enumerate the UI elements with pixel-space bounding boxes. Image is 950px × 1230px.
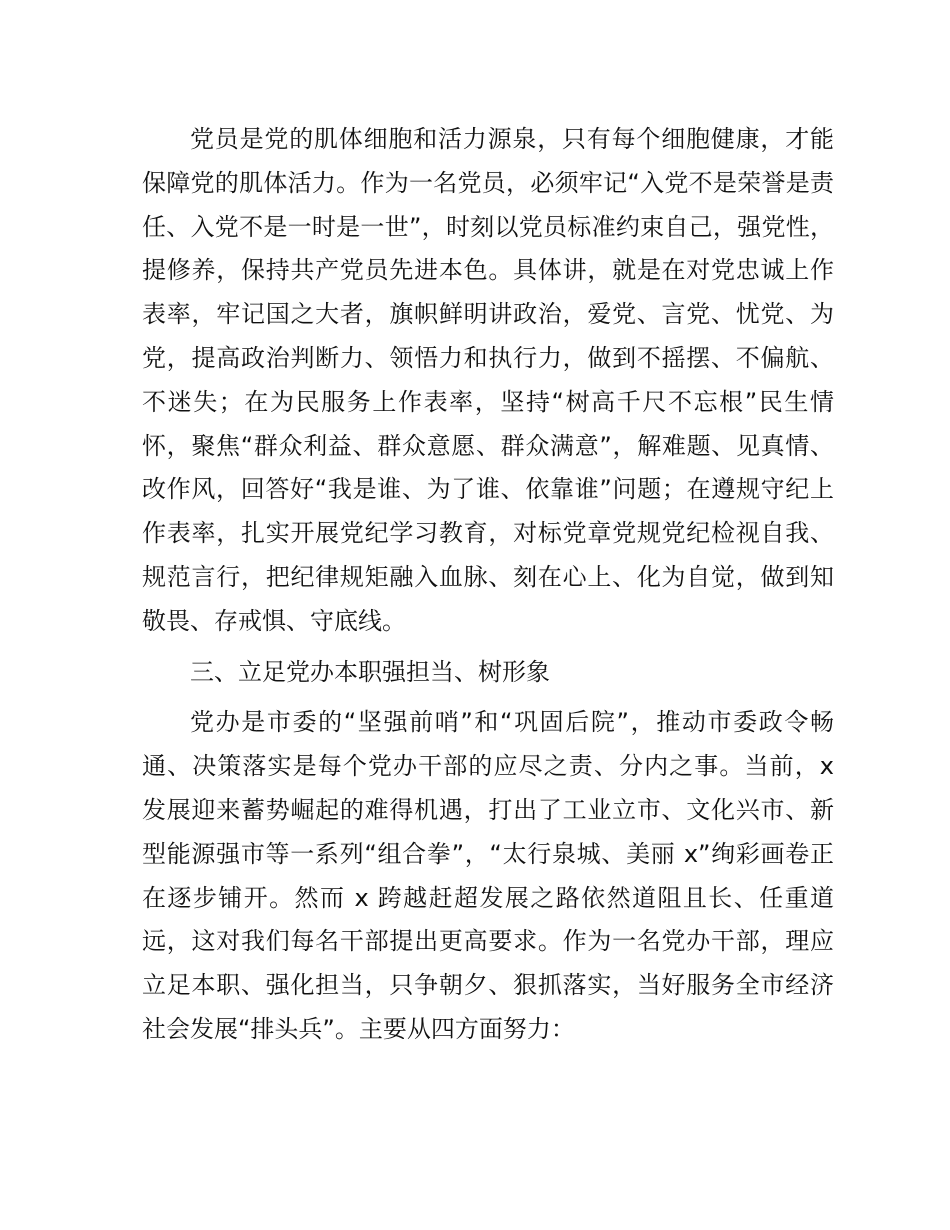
document-body — [142, 118, 834, 1059]
section-heading: 三、立足党办本职强担当、树形象 — [190, 657, 550, 686]
body-paragraph: 党办是市委的“坚强前哨”和“巩固后院”，推动市委政令畅通、决策落实是每个党办干部的应尽之责、分内之事。当前，x 发展迎来蓄势崛起的难得机遇，打出了工业立市、文化兴市、新型能源强市等一系列“组合拳”，“太行泉城、美丽 x”绚彩画卷正在逐步铺开。然而 x 跨越赶超发展之路依然道阻且长、任重道远，这对我们每名干部提出更高要求。作为一名党办干部，理应立足本职、强化担当，只争朝夕、狠抓落实，当好服务全市经济社会发展“排头兵”。主要从四方面努力： — [142, 708, 834, 1043]
body-paragraph: 党员是党的肌体细胞和活力源泉，只有每个细胞健康，才能保障党的肌体活力。作为一名党员，必须牢记“入党不是荣誉是责任、入党不是一时是一世”，时刻以党员标准约束自己，强党性，提修养，保持共产党员先进本色。具体讲，就是在对党忠诚上作表率，牢记国之大者，旗帜鲜明讲政治，爱党、言党、忧党、为党，提高政治判断力、领悟力和执行力，做到不摇摆、不偏航、不迷失；在为民服务上作表率，坚持“树高千尺不忘根”民生情怀，聚焦“群众利益、群众意愿、群众满意”，解难题、见真情、改作风，回答好“我是谁、为了谁、依靠谁”问题；在遵规守纪上作表率，扎实开展党纪学习教育，对标党章党规党纪检视自我、规范言行，把纪律规矩融入血脉、刻在心上、化为自觉，做到知敬畏、存戒惧、守底线。 — [142, 125, 834, 635]
